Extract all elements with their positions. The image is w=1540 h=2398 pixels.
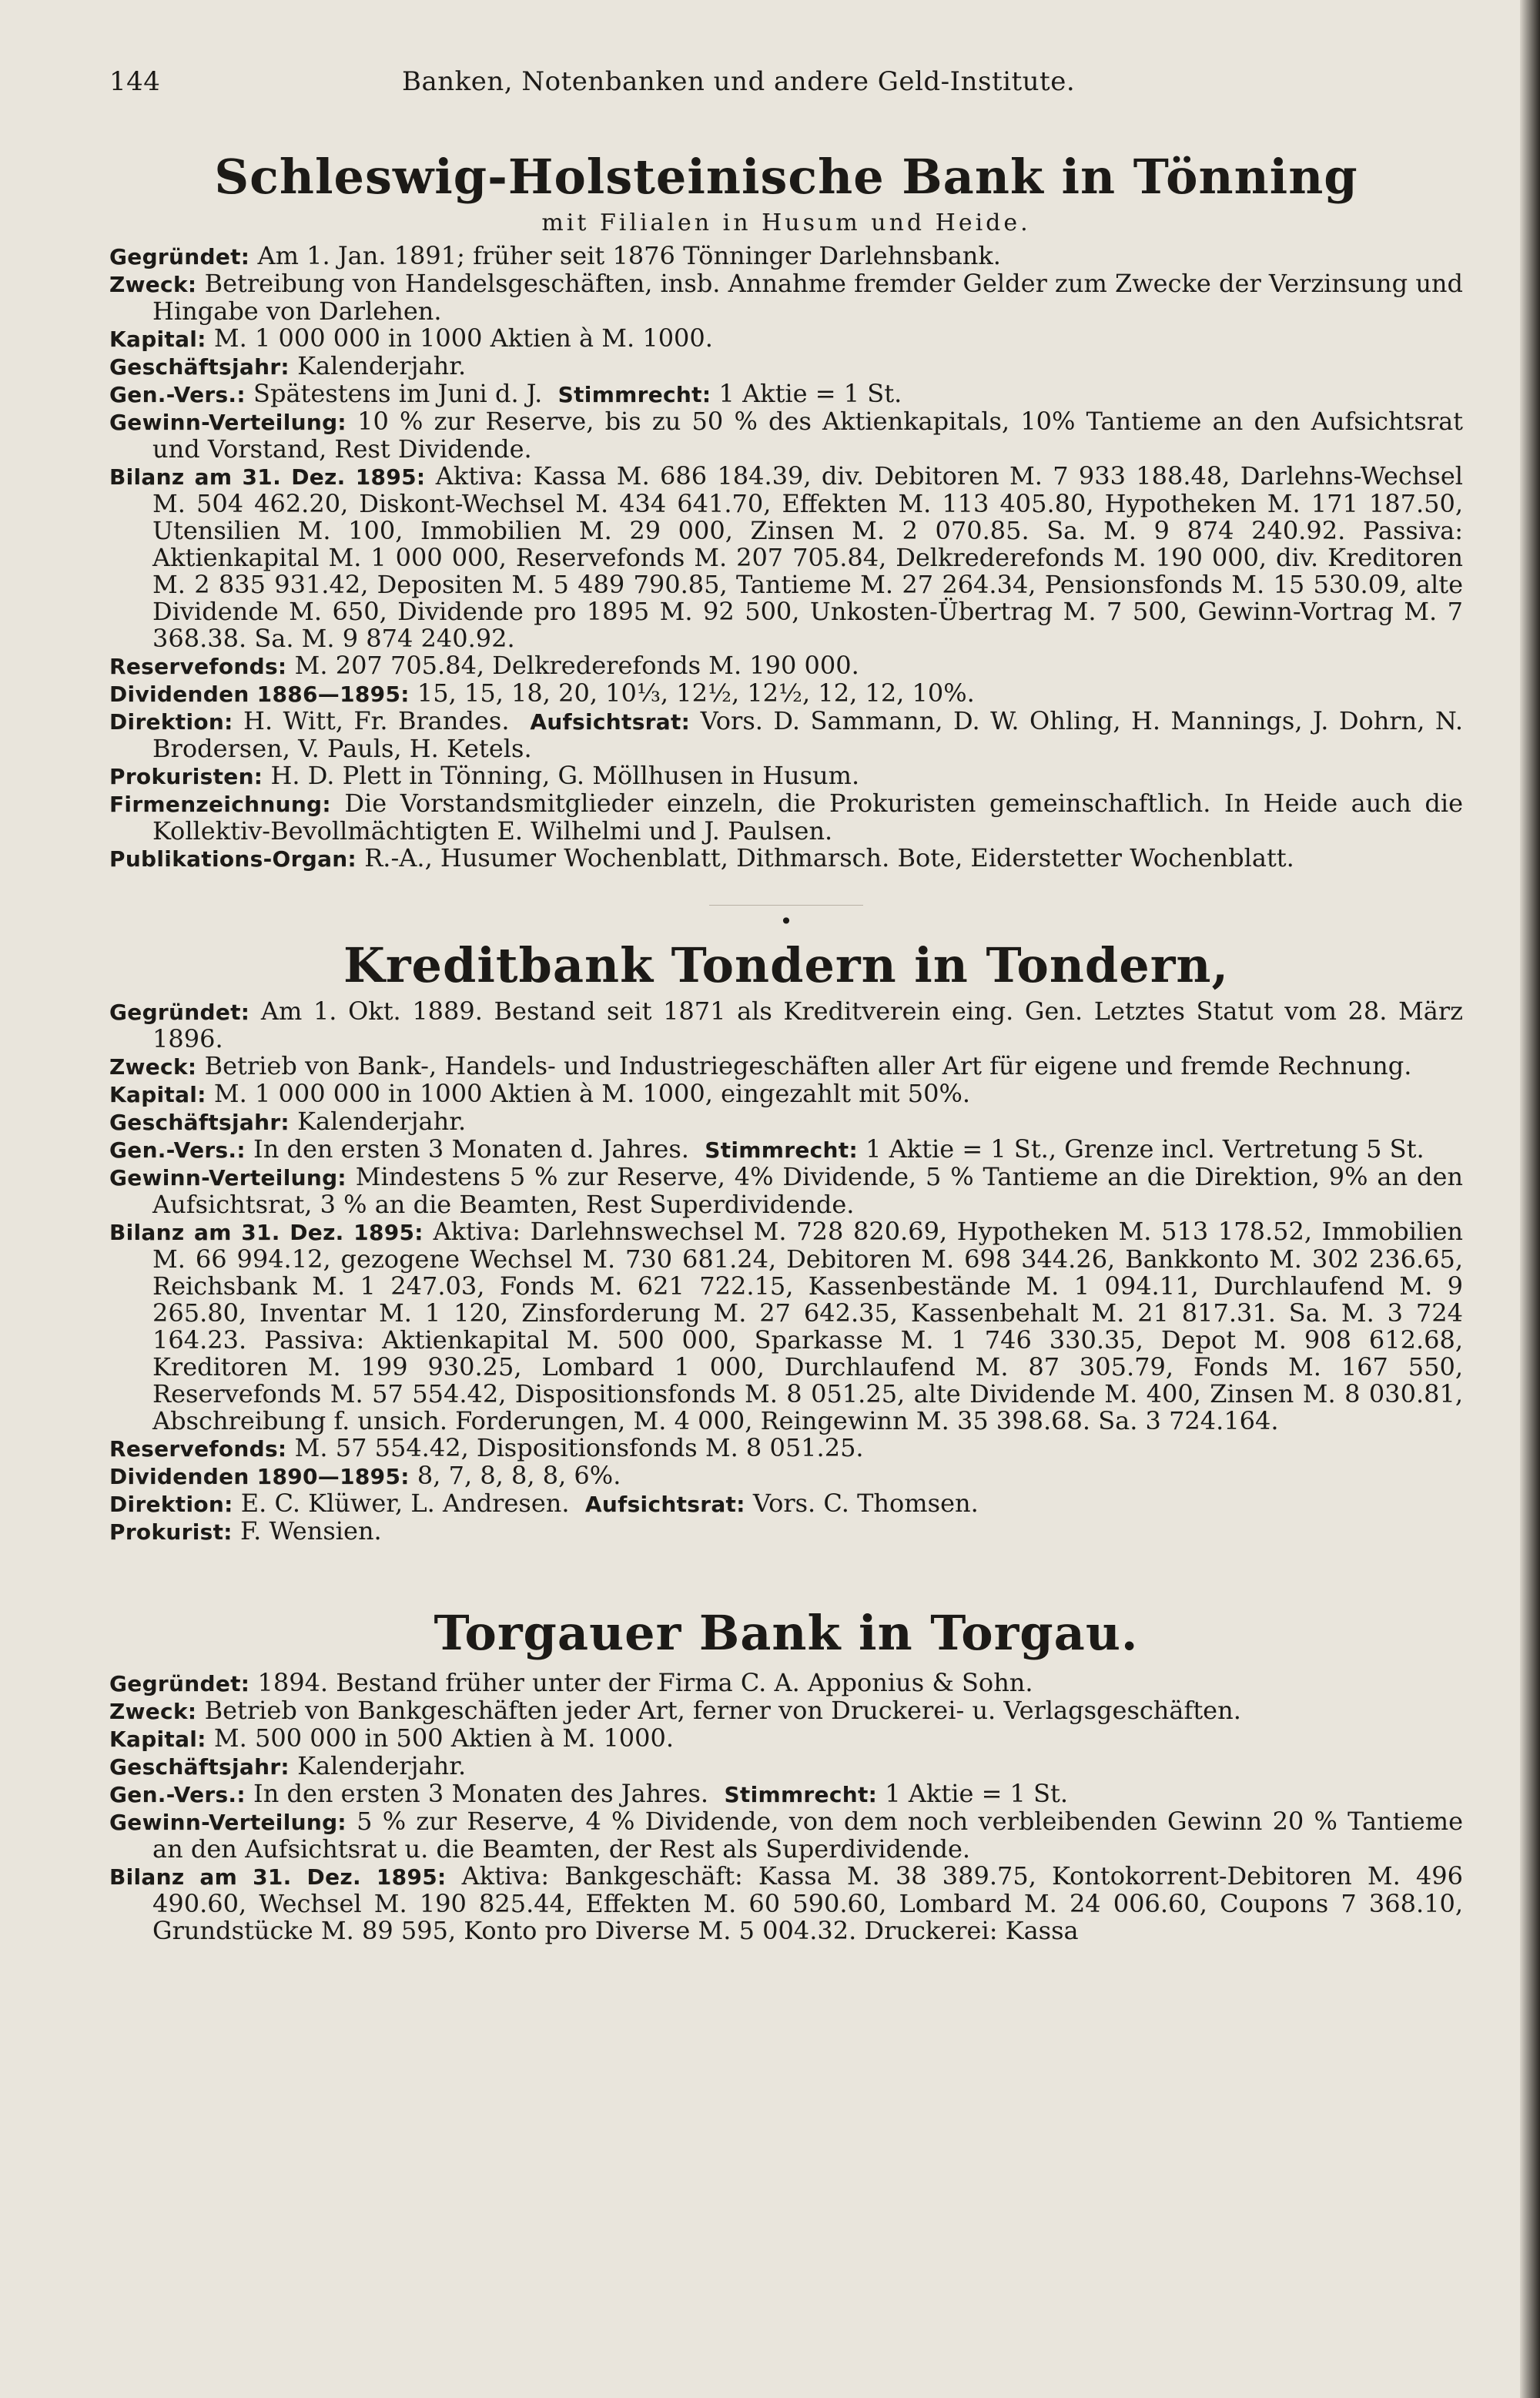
entry-text: M. 500 000 in 500 Aktien à M. 1000. [213, 1723, 675, 1753]
entry-text: M. 207 705.84, Delkrederefonds M. 190 000. [294, 651, 859, 681]
entry-label: Direktion: [109, 1492, 233, 1518]
entry-prokuristen [109, 762, 1463, 790]
entry-inline-text: Vors. C. Thomsen. [752, 1489, 979, 1519]
page-number: 144 [109, 66, 161, 97]
entry-label: Dividenden 1890—1895: [109, 1464, 410, 1490]
entry-text: In den ersten 3 Monaten des Jahres. [253, 1778, 709, 1808]
entry-text: M. 1 000 000 in 1000 Aktien à M. 1000, eingezahlt mit 50%. [213, 1079, 971, 1109]
entry-inline-label: Stimmrecht: [724, 1781, 878, 1807]
entry-label: Zweck: [109, 1698, 197, 1724]
entry-geschaeftsjahr [109, 353, 1463, 380]
entry-label: Gewinn-Verteilung: [109, 1809, 346, 1835]
entry-text: 8, 7, 8, 8, 8, 6%. [417, 1461, 621, 1491]
bank-subtitle: mit Filialen in Husum und Heide. [541, 209, 1031, 237]
running-head: Banken, Notenbanken und andere Geld-Institute. [402, 66, 1076, 97]
entry-list [109, 1667, 1464, 1945]
entry-reservefonds [109, 652, 1463, 680]
entry-inline-label: Aufsichtsrat: [584, 1492, 745, 1518]
entry-text: Die Vorstandsmitglieder einzeln, die Prokuristen gemeinschaftlich. In Heide auch die Kollektiv-Bevollmächtigten E. Wilhelmi und J. Paulsen. [152, 789, 1463, 846]
entry-direktion [109, 1490, 1463, 1518]
entry-bilanz [109, 1860, 1464, 1945]
section-divider [709, 905, 863, 906]
entry-firmenzeichnung [109, 790, 1463, 845]
entry-kapital [109, 1725, 1463, 1753]
entry-label: Gewinn-Verteilung: [109, 1165, 346, 1191]
entry-bilanz [109, 1218, 1463, 1435]
entry-text: M. 57 554.42, Dispositionsfonds M. 8 051.25. [294, 1433, 864, 1463]
entry-label: Publikations-Organ: [109, 846, 357, 872]
entry-zweck [109, 270, 1463, 325]
entry-inline-label: Aufsichtsrat: [530, 709, 691, 735]
entry-label: Reservefonds: [109, 1436, 287, 1462]
entry-kapital [109, 325, 1463, 353]
entry-text: Am 1. Okt. 1889. Bestand seit 1871 als Kreditverein eing. Gen. Letztes Statut vom 28. März 1896. [152, 996, 1464, 1054]
entry-inline-label: Stimmrecht: [557, 382, 711, 408]
entry-text: 10 % zur Reserve, bis zu 50 % des Aktienkapitals, 10% Tantieme an den Aufsichtsrat und Vorstand, Rest Dividende. [152, 407, 1464, 464]
entry-text: E. C. Klüwer, L. Andresen. [240, 1489, 570, 1519]
entry-inline-label: Stimmrecht: [705, 1137, 858, 1164]
entry-kapital [109, 1080, 1463, 1108]
entry-gewinn-verteilung [109, 408, 1463, 463]
entry-text: F. Wensien. [239, 1516, 382, 1546]
entry-text: 15, 15, 18, 20, 10⅓, 12½, 12½, 12, 12, 10%. [417, 678, 975, 708]
entry-zweck [109, 1053, 1463, 1080]
entry-label: Bilanz am 31. Dez. 1895: [109, 1220, 424, 1246]
entry-label: Kapital: [109, 1082, 206, 1108]
entry-text: H. Witt, Fr. Brandes. [243, 706, 510, 736]
entry-gegruendet [109, 243, 1463, 270]
entry-label: Reservefonds: [109, 654, 287, 680]
ornament-dot: • [779, 909, 793, 935]
entry-label: Geschäftsjahr: [109, 354, 290, 380]
entry-text: Aktiva: Darlehnswechsel M. 728 820.69, Hypotheken M. 513 178.52, Immobilien M. 66 994.12, gezogene Wechsel M. 730 681.24, Debitoren M. 698 344.26, Bankkonto M. 302 236.65, Reichsbank M. 1 247.03, Fonds M. 621 722.15, Kassenbestände M. 1 094.11, Durchlaufend M. 9 265.80, Inventar M. 1 120, Zinsforderung M. 27 642.35, Kassenbehalt M. 21 817.31. Sa. M. 3 724 164.23. Passiva: Aktienkapital M. 500 000, Sparkasse M. 1 746 330.35, Depot M. 908 612.68, Kreditoren M. 199 930.25, Lombard 1 000, Durchlaufend M. 87 305.79, Fonds M. 167 550, Reservefonds M. 57 554.42, Dispositionsfonds M. 8 051.25, alte Dividende M. 400, Zinsen M. 8 030.81, Abschreibung f. unsich. Forderungen, M. 4 000, Reingewinn M. 35 398.68. Sa. 3 724.164. [152, 1217, 1464, 1436]
entry-label: Firmenzeichnung: [109, 792, 331, 818]
entry-text: Kalenderjahr. [297, 1750, 467, 1780]
entry-label: Gegründet: [109, 1000, 250, 1026]
entry-text: Kalenderjahr. [297, 351, 467, 381]
entry-publikations-organ [109, 845, 1463, 872]
entry-text: R.-A., Husumer Wochenblatt, Dithmarsch. Bote, Eiderstetter Wochenblatt. [364, 843, 1294, 873]
entry-text: Betrieb von Bankgeschäften jeder Art, ferner von Druckerei- u. Verlagsgeschäften. [204, 1695, 1241, 1725]
entry-geschaeftsjahr [109, 1108, 1463, 1136]
entry-gen-vers [109, 1136, 1463, 1164]
entry-inline-text: 1 Aktie = 1 St. [718, 379, 902, 409]
entry-gewinn-verteilung [109, 1808, 1463, 1863]
entry-text: Aktiva: Kassa M. 686 184.39, div. Debitoren M. 7 933 188.48, Darlehns-Wechsel M. 504 462.20, Diskont-Wechsel M. 434 641.70, Effekten M. 113 405.80, Hypotheken M. 171 187.50, Utensilien M. 100, Immobilien M. 29 000, Zinsen M. 2 070.85. Sa. M. 9 874 240.92. Passiva: Aktienkapital M. 1 000 000, Reservefonds M. 207 705.84, Delkrederefonds M. 190 000, div. Kreditoren M. 2 835 931.42, Depositen M. 5 489 790.85, Tantieme M. 27 264.34, Pensionsfonds M. 15 530.09, alte Dividende M. 650, Dividende pro 1895 M. 92 500, Unkosten-Übertrag M. 7 500, Gewinn-Vortrag M. 7 368.38. Sa. M. 9 874 240.92. [152, 461, 1464, 654]
entry-label: Dividenden 1886—1895: [109, 682, 410, 708]
entry-gewinn-verteilung [109, 1164, 1463, 1218]
entry-label: Gen.-Vers.: [109, 1137, 246, 1164]
entry-text: 1894. Bestand früher unter der Firma C. A. Apponius & Sohn. [257, 1667, 1033, 1697]
entry-dividenden [109, 680, 1463, 708]
entry-gegruendet [109, 1667, 1463, 1697]
entry-label: Direktion: [109, 709, 233, 735]
entry-label: Geschäftsjahr: [109, 1753, 290, 1780]
entry-label: Kapital: [109, 1726, 206, 1752]
entry-label: Gegründet: [109, 244, 250, 270]
entry-inline-text: 1 Aktie = 1 St. [885, 1778, 1069, 1808]
page-header [109, 66, 1463, 97]
entry-gen-vers [109, 380, 1463, 408]
entry-label: Gen.-Vers.: [109, 382, 246, 408]
entry-text: H. D. Plett in Tönning, G. Möllhusen in Husum. [270, 761, 860, 791]
bank-section-torgauer-bank [109, 1607, 1463, 1944]
entry-bilanz [109, 463, 1463, 652]
entry-label: Bilanz am 31. Dez. 1895: [109, 1864, 447, 1890]
bank-title: Kreditbank Tondern in Tondern, [343, 937, 1230, 994]
entry-label: Bilanz am 31. Dez. 1895: [109, 464, 426, 491]
entry-text: Kalenderjahr. [297, 1107, 467, 1137]
entry-inline-text: 1 Aktie = 1 St., Grenze incl. Vertretung 5 St. [865, 1134, 1424, 1164]
entry-label: Zweck: [109, 1054, 197, 1080]
entry-label: Gewinn-Verteilung: [109, 410, 346, 436]
entry-text: M. 1 000 000 in 1000 Aktien à M. 1000. [213, 323, 713, 353]
entry-label: Geschäftsjahr: [109, 1110, 290, 1136]
entry-dividenden [109, 1462, 1463, 1490]
entry-direktion [109, 708, 1463, 762]
entry-text: 5 % zur Reserve, 4 % Dividende, von dem noch verbleibenden Gewinn 20 % Tantieme an den Aufsichtsrat u. die Beamten, der Rest als Superdividende. [152, 1806, 1464, 1864]
bank-title: Schleswig-Holsteinische Bank in Tönning [214, 149, 1358, 205]
entry-label: Kapital: [109, 327, 206, 353]
entry-text: In den ersten 3 Monaten d. Jahres. [253, 1134, 689, 1164]
entry-text: Spätestens im Juni d. J. [253, 379, 543, 409]
entry-label: Prokuristen: [109, 764, 263, 790]
bank-title: Torgauer Bank in Torgau. [434, 1605, 1139, 1662]
entry-inline-text: Vors. D. Sammann, D. W. Ohling, H. Mannings, J. Dohrn, N. Brodersen, V. Pauls, H. Ketels. [152, 706, 1464, 764]
bank-section-schleswig-holstein [109, 151, 1463, 872]
entry-label: Prokurist: [109, 1519, 233, 1546]
entry-label: Zweck: [109, 272, 197, 298]
entry-list [109, 243, 1463, 872]
entry-label: Gen.-Vers.: [109, 1781, 246, 1807]
bank-section-kreditbank-tondern [109, 939, 1463, 1546]
entry-zweck [109, 1697, 1463, 1725]
entry-text: Betreibung von Handelsgeschäften, insb. Annahme fremder Gelder zum Zwecke der Verzinsung und Hingabe von Darlehen. [152, 269, 1464, 327]
page-binding-shadow [1520, 0, 1540, 2398]
section-spacer [109, 1546, 1463, 1607]
entry-label: Gegründet: [109, 1670, 250, 1696]
entry-list [109, 998, 1463, 1546]
entry-geschaeftsjahr [109, 1750, 1463, 1780]
entry-gegruendet [109, 998, 1463, 1053]
entry-prokurist [109, 1518, 1463, 1546]
entry-text: Am 1. Jan. 1891; früher seit 1876 Tönninger Darlehnsbank. [257, 241, 1001, 271]
entry-text: Betrieb von Bank-, Handels- und Industriegeschäften aller Art für eigene und fremde Rechnung. [204, 1051, 1412, 1081]
entry-text: Aktiva: Bankgeschäft: Kassa M. 38 389.75, Kontokorrent-Debitoren M. 496 490.60, Wechsel M. 190 825.44, Effekten M. 60 590.60, Lombard M. 24 006.60, Coupons 7 368.10, Grundstücke M. 89 595, Konto pro Diverse M. 5 004.32. Druckerei: Kassa [152, 1860, 1464, 1945]
entry-gen-vers [109, 1780, 1463, 1808]
entry-reservefonds [109, 1435, 1463, 1462]
entry-text: Mindestens 5 % zur Reserve, 4% Dividende, 5 % Tantieme an die Direktion, 9% an den Aufsichtsrat, 3 % an die Beamten, Rest Superdividende. [152, 1162, 1464, 1220]
